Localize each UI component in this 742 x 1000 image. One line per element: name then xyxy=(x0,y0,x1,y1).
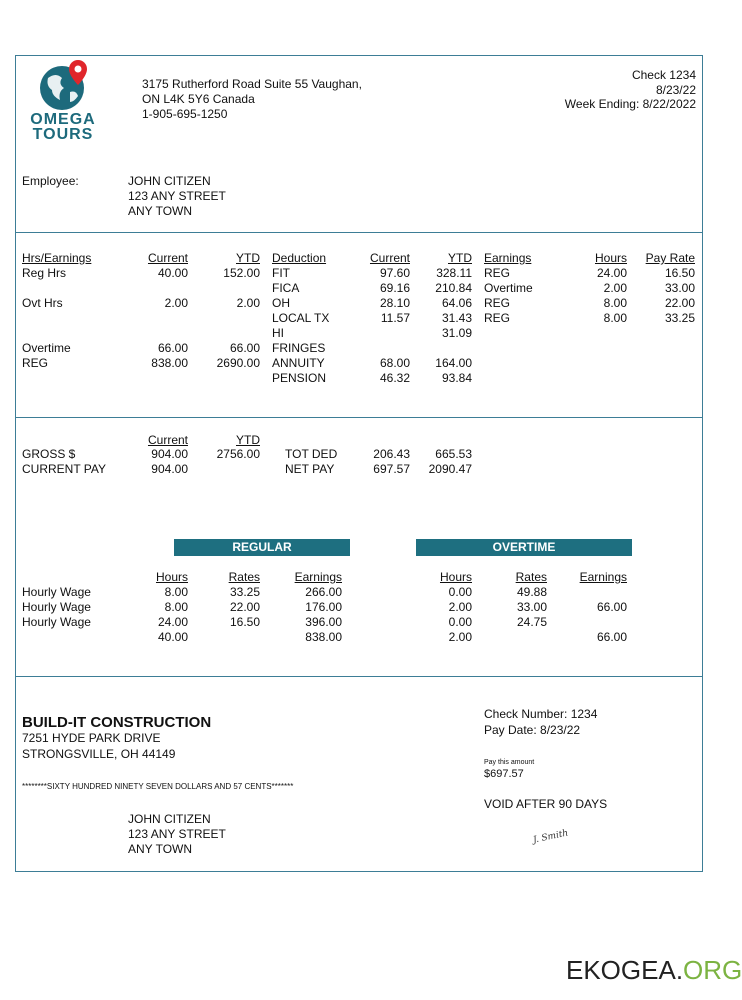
wage-cell: 33.00 xyxy=(516,600,547,614)
table-cell: 8.00 xyxy=(603,296,627,310)
table-cell: FRINGES xyxy=(272,341,326,355)
table-cell: 33.00 xyxy=(664,281,695,295)
wage-cell: Hourly Wage xyxy=(22,615,91,629)
column-header: Hours xyxy=(155,570,188,584)
wage-cell: 266.00 xyxy=(305,585,342,599)
wage-cell: 66.00 xyxy=(596,600,627,614)
payer-address-1: 7251 HYDE PARK DRIVE xyxy=(22,731,161,745)
table-cell: 2.00 xyxy=(164,296,188,310)
regular-header-bar: REGULAR xyxy=(174,539,350,556)
wage-cell: 24.75 xyxy=(516,615,547,629)
table-cell: 8.00 xyxy=(603,311,627,325)
table-cell: REG xyxy=(484,266,511,280)
company-address-1: 3175 Rutherford Road Suite 55 Vaughan, xyxy=(142,77,362,91)
table-cell: 328.11 xyxy=(436,266,472,280)
table-cell: 2.00 xyxy=(603,281,627,295)
table-cell: 68.00 xyxy=(379,356,410,370)
table-cell: 210.84 xyxy=(435,281,472,295)
table-cell: 24.00 xyxy=(596,266,627,280)
summary-cell: 2756.00 xyxy=(216,447,260,461)
table-cell: 838.00 xyxy=(151,356,188,370)
logo-text: OMEGA TOURS xyxy=(30,111,96,143)
table-cell: 46.32 xyxy=(379,371,410,385)
column-header: Current xyxy=(369,251,410,265)
divider xyxy=(15,232,703,233)
table-cell: Reg Hrs xyxy=(22,266,67,280)
company-address-2: ON L4K 5Y6 Canada xyxy=(142,92,255,106)
summary-cell: 2090.47 xyxy=(428,462,472,476)
wage-cell: Hourly Wage xyxy=(22,585,91,599)
table-cell: 33.25 xyxy=(664,311,695,325)
summary-cell: CURRENT PAY xyxy=(22,462,107,476)
wage-cell: 396.00 xyxy=(305,615,342,629)
table-cell: 66.00 xyxy=(229,341,260,355)
employee-name: JOHN CITIZEN xyxy=(128,174,211,188)
table-cell: 64.06 xyxy=(441,296,472,310)
week-ending: Week Ending: 8/22/2022 xyxy=(564,97,696,111)
summary-cell: TOT DED xyxy=(285,447,338,461)
wage-cell: 176.00 xyxy=(305,600,342,614)
table-cell: 2690.00 xyxy=(216,356,260,370)
summary-cell: 665.53 xyxy=(435,447,472,461)
column-header: Deduction xyxy=(272,251,327,265)
table-cell: 16.50 xyxy=(664,266,695,280)
divider xyxy=(15,676,703,677)
table-cell: REG xyxy=(22,356,49,370)
column-header: YTD xyxy=(236,433,260,447)
table-cell: LOCAL TX xyxy=(272,311,330,325)
summary-cell: 904.00 xyxy=(151,462,188,476)
table-cell: Overtime xyxy=(22,341,71,355)
column-header: Pay Rate xyxy=(645,251,695,265)
column-header: Rates xyxy=(228,570,260,584)
payee-street: 123 ANY STREET xyxy=(128,827,226,841)
check-number: Check 1234 xyxy=(631,68,696,82)
globe-pin-logo-icon xyxy=(36,58,92,114)
table-cell: REG xyxy=(484,311,511,325)
wage-cell: 66.00 xyxy=(596,630,627,644)
summary-cell: 904.00 xyxy=(151,447,188,461)
table-cell: 69.16 xyxy=(379,281,410,295)
table-cell: 66.00 xyxy=(157,341,188,355)
employee-town: ANY TOWN xyxy=(128,204,193,218)
table-cell: HI xyxy=(272,326,284,340)
stub-pay-date: Pay Date: 8/23/22 xyxy=(484,723,581,737)
table-cell: Overtime xyxy=(484,281,533,295)
payee-name: JOHN CITIZEN xyxy=(128,812,211,826)
wage-cell: 8.00 xyxy=(164,600,188,614)
overtime-header-bar: OVERTIME xyxy=(416,539,632,556)
table-cell: FIT xyxy=(272,266,290,280)
wage-cell: 2.00 xyxy=(448,600,472,614)
column-header: Earnings xyxy=(579,570,627,584)
amount-in-words: ********SIXTY HUNDRED NINETY SEVEN DOLLARS AND 57 CENTS******* xyxy=(22,782,294,791)
table-cell: REG xyxy=(484,296,511,310)
employee-label: Employee: xyxy=(22,174,79,188)
table-cell: 2.00 xyxy=(236,296,260,310)
wage-cell: 33.25 xyxy=(229,585,260,599)
stub-check-number: Check Number: 1234 xyxy=(484,707,598,721)
summary-cell: GROSS $ xyxy=(22,447,76,461)
void-notice: VOID AFTER 90 DAYS xyxy=(484,797,608,811)
table-cell: Ovt Hrs xyxy=(22,296,63,310)
column-header: Hours xyxy=(439,570,472,584)
table-cell: 31.09 xyxy=(441,326,472,340)
table-cell: 93.84 xyxy=(441,371,472,385)
wage-cell: 49.88 xyxy=(516,585,547,599)
wage-cell: 16.50 xyxy=(229,615,260,629)
signature: J. Smith xyxy=(532,828,570,846)
company-phone: 1-905-695-1250 xyxy=(142,107,228,121)
column-header: Earnings xyxy=(294,570,342,584)
watermark: EKOGEA.ORG xyxy=(566,955,742,985)
employee-street: 123 ANY STREET xyxy=(128,189,226,203)
table-cell: 152.00 xyxy=(223,266,260,280)
column-header: YTD xyxy=(448,251,472,265)
table-cell: 22.00 xyxy=(664,296,695,310)
payer-address-2: STRONGSVILLE, OH 44149 xyxy=(22,747,176,761)
check-date: 8/23/22 xyxy=(655,83,696,97)
table-cell: 40.00 xyxy=(157,266,188,280)
column-header: Current xyxy=(147,433,188,447)
wage-cell: 838.00 xyxy=(305,630,342,644)
wage-cell: 2.00 xyxy=(448,630,472,644)
table-cell: 164.00 xyxy=(435,356,472,370)
payer-company: BUILD-IT CONSTRUCTION xyxy=(22,714,212,731)
table-cell: OH xyxy=(272,296,290,310)
column-header: Rates xyxy=(515,570,547,584)
column-header: Earnings xyxy=(484,251,532,265)
table-cell: 11.57 xyxy=(380,311,410,325)
table-cell: 31.43 xyxy=(441,311,472,325)
payee-town: ANY TOWN xyxy=(128,842,193,856)
divider xyxy=(15,417,703,418)
table-cell: ANNUITY xyxy=(272,356,325,370)
wage-cell: 40.00 xyxy=(157,630,188,644)
table-cell: 97.60 xyxy=(379,266,410,280)
wage-cell: 24.00 xyxy=(157,615,188,629)
column-header: Hrs/Earnings xyxy=(22,251,92,265)
column-header: Current xyxy=(147,251,188,265)
pay-amount: $697.57 xyxy=(484,768,524,780)
summary-cell: 206.43 xyxy=(373,447,410,461)
summary-cell: NET PAY xyxy=(285,462,335,476)
wage-cell: 8.00 xyxy=(164,585,188,599)
table-cell: FICA xyxy=(272,281,300,295)
table-cell: PENSION xyxy=(272,371,327,385)
column-header: Hours xyxy=(594,251,627,265)
summary-cell: 697.57 xyxy=(373,462,410,476)
pay-amount-label: Pay this amount xyxy=(484,759,535,766)
wage-cell: 0.00 xyxy=(448,585,472,599)
column-header: YTD xyxy=(236,251,260,265)
wage-cell: 0.00 xyxy=(448,615,472,629)
wage-cell: Hourly Wage xyxy=(22,600,91,614)
table-cell: 28.10 xyxy=(379,296,410,310)
wage-cell: 22.00 xyxy=(229,600,260,614)
